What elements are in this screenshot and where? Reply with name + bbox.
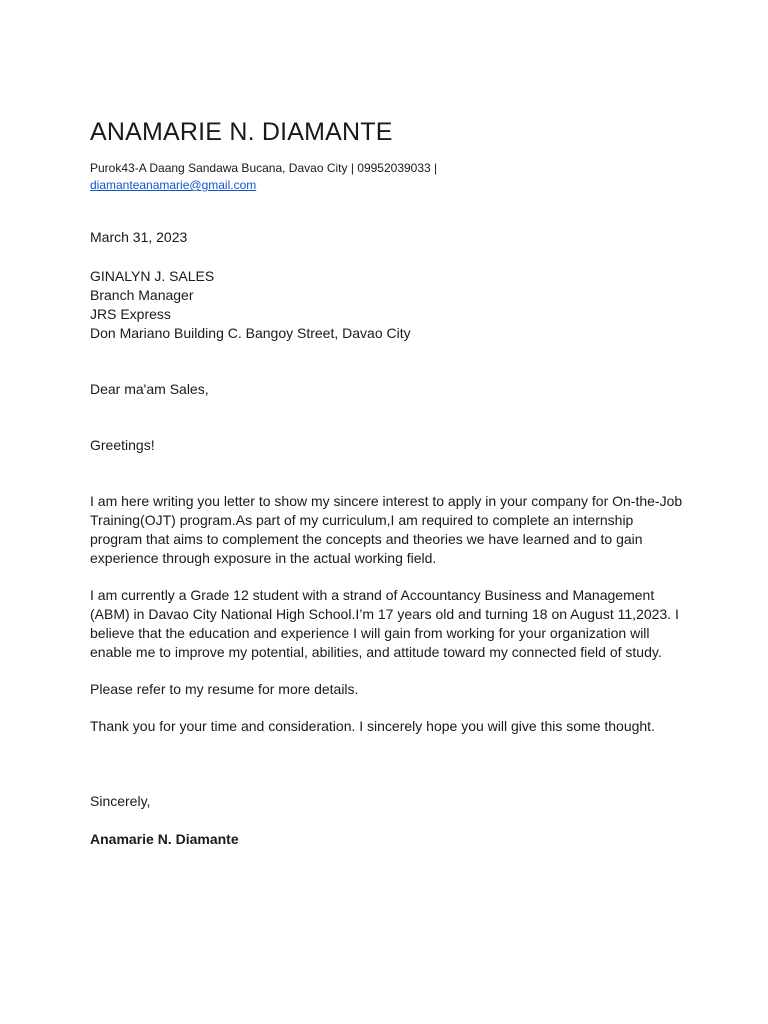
paragraph-line: I am currently a Grade 12 student with a strand of Accountancy Business and Management	[90, 587, 655, 603]
closing: Sincerely,	[90, 793, 151, 809]
paragraph-interest	[90, 492, 682, 568]
paragraph-line: experience through exposure in the actual working field.	[90, 550, 437, 566]
recipient-name: GINALYN J. SALES	[90, 268, 215, 284]
sender-email-link[interactable]: diamanteanamarie@gmail.com	[90, 178, 257, 192]
paragraph-line: believe that the education and experience I will gain from working for your organization will	[90, 625, 650, 641]
recipient-company: JRS Express	[90, 306, 171, 322]
recipient-address: Don Mariano Building C. Bangoy Street, Davao City	[90, 325, 411, 341]
sender-address-line: Purok43-A Daang Sandawa Bucana, Davao City | 09952039033 |	[90, 161, 438, 175]
paragraph-resume-reference	[90, 680, 358, 699]
recipient-position: Branch Manager	[90, 287, 194, 303]
paragraph-line: program that aims to complement the concepts and theories we have learned and to gain	[90, 531, 643, 547]
signature-name: Anamarie N. Diamante	[90, 831, 239, 847]
letter-date: March 31, 2023	[90, 229, 188, 245]
greetings: Greetings!	[90, 437, 155, 453]
sender-name-heading: ANAMARIE N. DIAMANTE	[90, 118, 393, 146]
paragraph-line: enable me to improve my potential, abilities, and attitude toward my connected field of study.	[90, 644, 662, 660]
sender-contact	[90, 160, 437, 194]
paragraph-line: (ABM) in Davao City National High School.I’m 17 years old and turning 18 on August 11,2023. I	[90, 606, 679, 622]
paragraph-line: Training(OJT) program.As part of my curriculum,I am required to complete an internship	[90, 512, 634, 528]
paragraph-line: I am here writing you letter to show my sincere interest to apply in your company for On-the-Job	[90, 493, 683, 509]
paragraph-thanks	[90, 717, 655, 736]
paragraph-background	[90, 586, 679, 662]
recipient-block	[90, 267, 411, 343]
paragraph-line: Thank you for your time and consideration. I sincerely hope you will give this some thought.	[90, 718, 655, 734]
salutation: Dear ma'am Sales,	[90, 381, 209, 397]
paragraph-line: Please refer to my resume for more details.	[90, 681, 359, 697]
